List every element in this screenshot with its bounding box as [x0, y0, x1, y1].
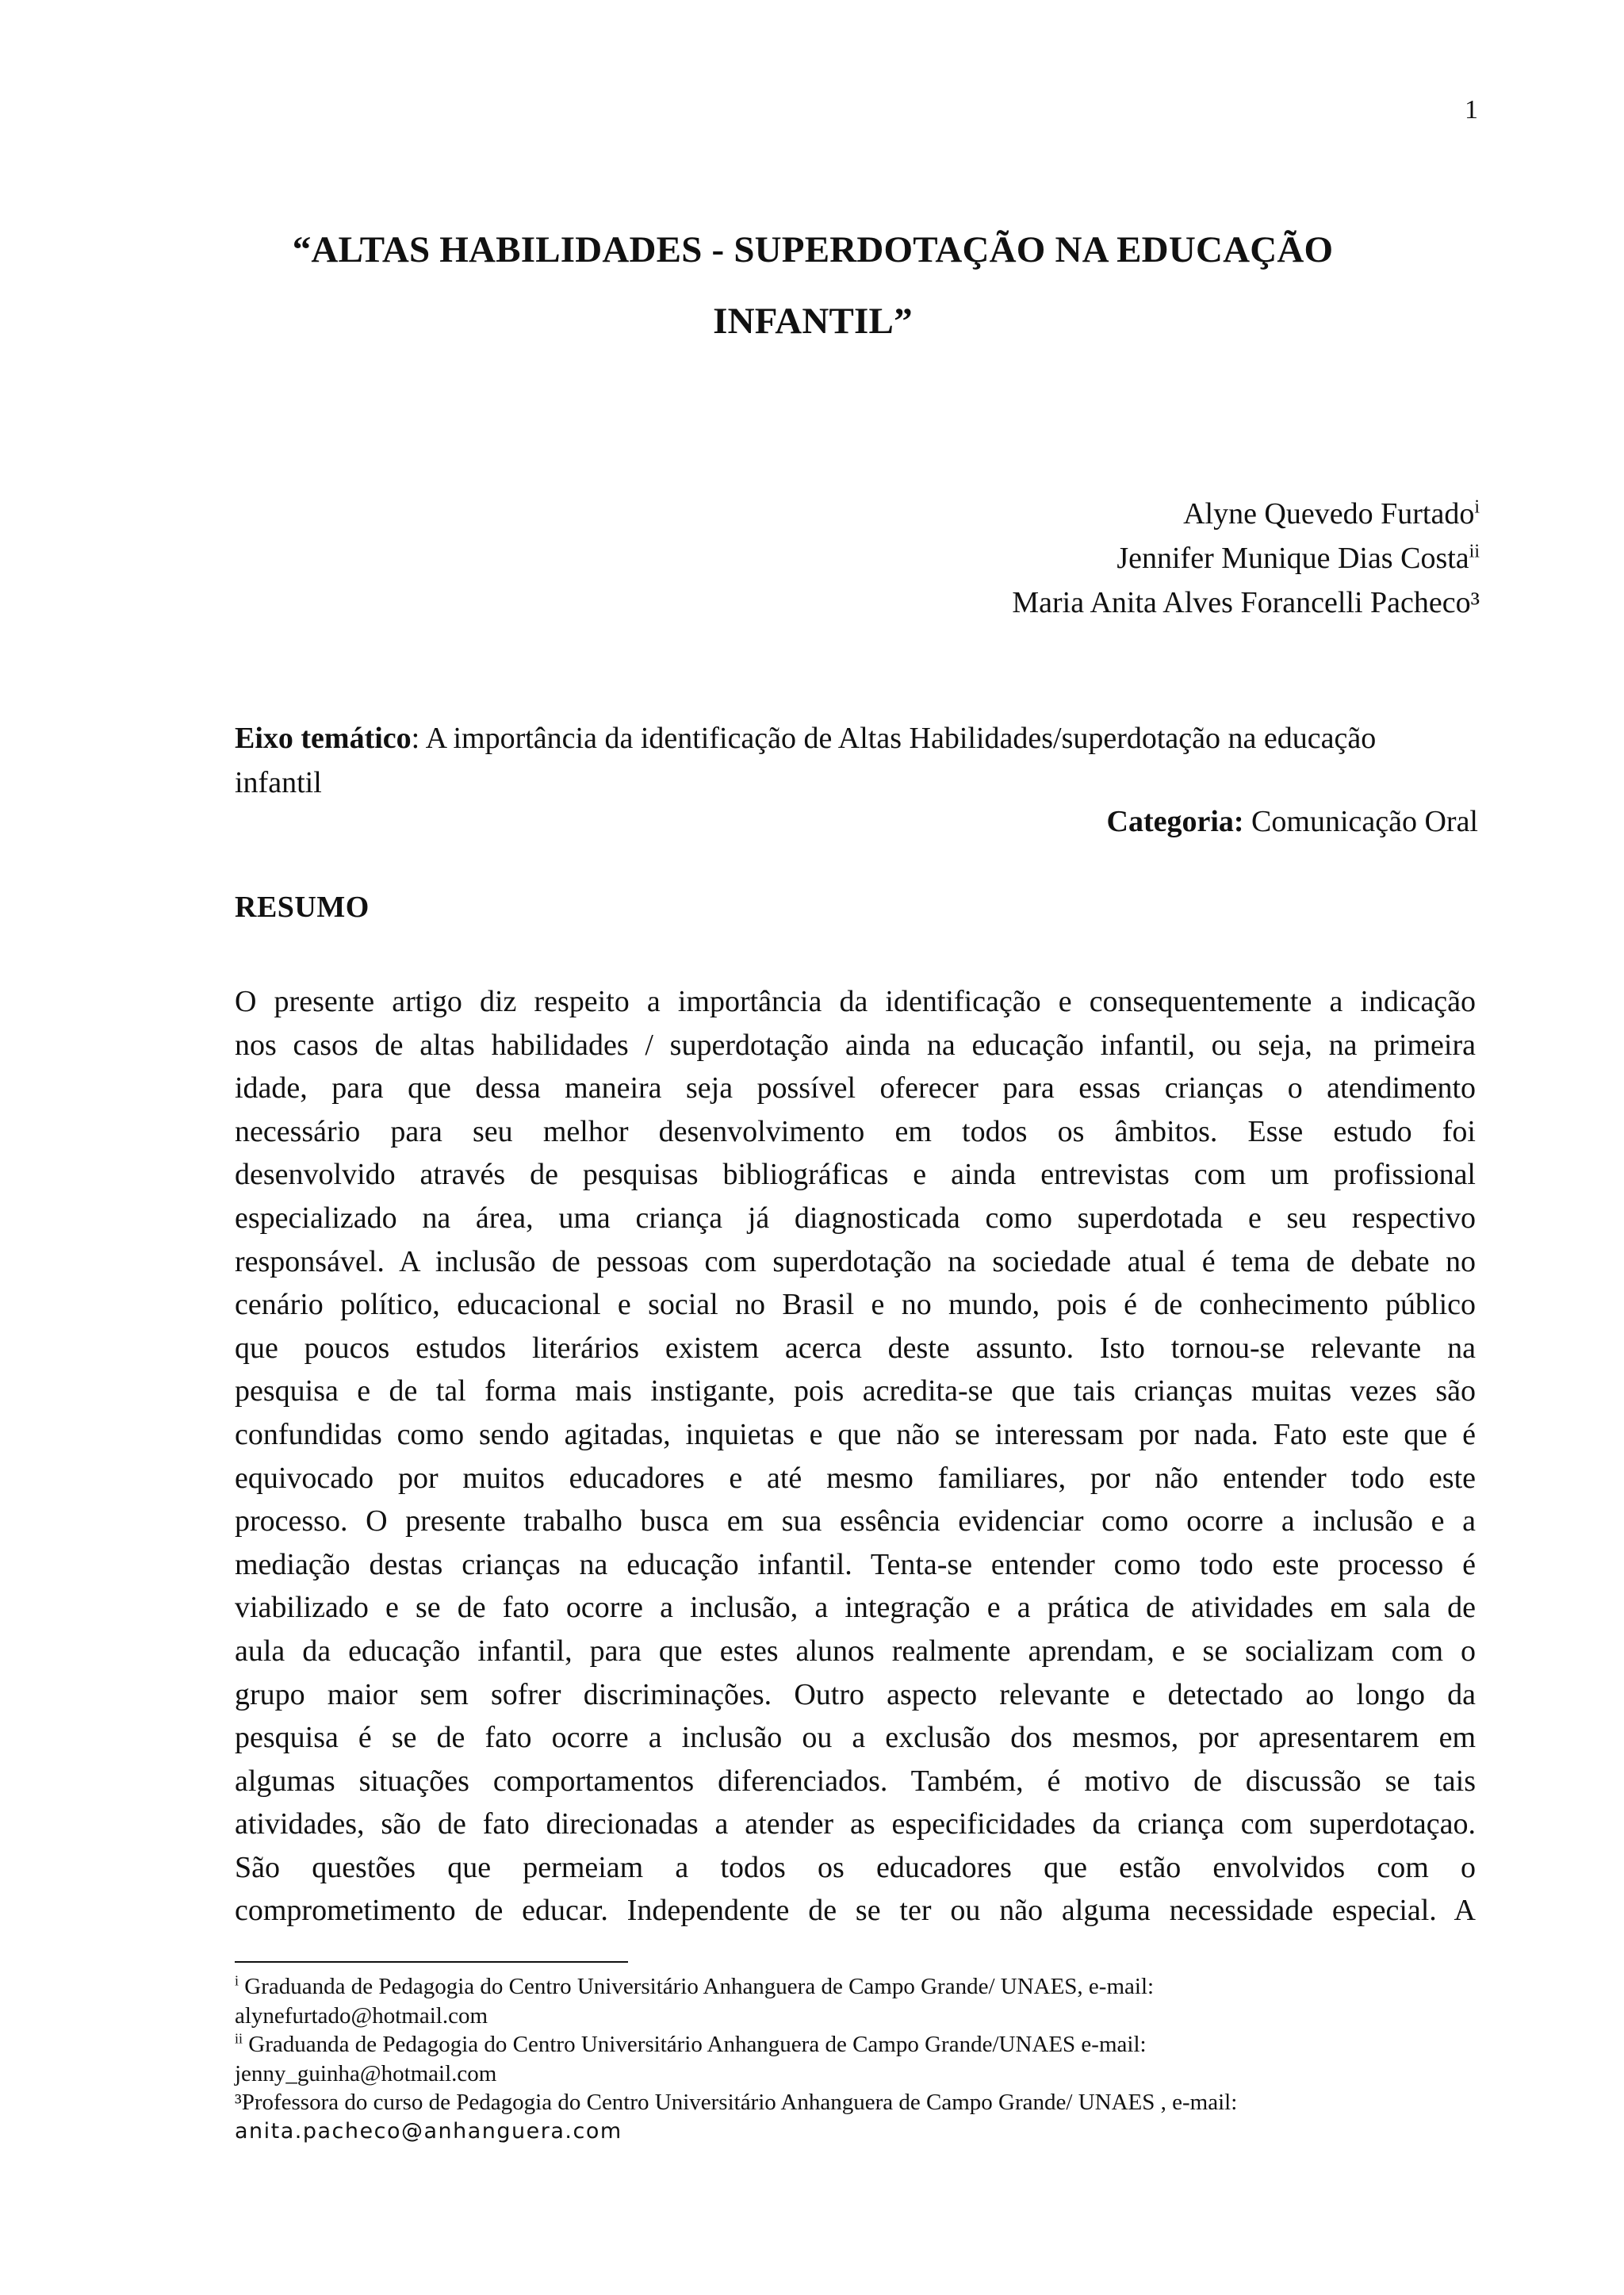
author-name: Maria Anita Alves Forancelli Pacheco³ [1012, 586, 1480, 619]
page-number: 1 [1465, 95, 1478, 125]
abstract-line: algumas situações comportamentos diferenciados. Também, é motivo de discussão se tais [235, 1764, 1476, 1798]
abstract-line: atividades, são de fato direcionadas a atender as especificidades da criança com superdotaçao. [235, 1807, 1476, 1841]
thematic-axis-text: : A importância da identificação de Altas Habilidades/superdotação na educação infantil [235, 722, 1377, 799]
abstract-line: grupo maior sem sofrer discriminações. Outro aspecto relevante e detectado ao longo da [235, 1677, 1476, 1711]
footnote-mark: i [235, 1972, 239, 1989]
author-name: Jennifer Munique Dias Costa [1116, 542, 1469, 575]
footnotes [235, 1972, 1472, 2146]
footnote-text: ³Professora do curso de Pedagogia do Centro Universitário Anhanguera de Campo Grande/ UNAES , e-mail: [235, 2090, 1238, 2115]
footnote-2-email: jenny_guinha@hotmail.com [235, 2060, 497, 2086]
author-name: Alyne Quevedo Furtado [1183, 497, 1475, 531]
abstract-line: comprometimento de educar. Independente de se ter ou não alguma necessidade especial. A [235, 1894, 1476, 1928]
footnote-text: Graduanda de Pedagogia do Centro Universitário Anhanguera de Campo Grande/UNAES e-mail: [243, 2032, 1147, 2057]
abstract-line: responsável. A inclusão de pessoas com superdotação na sociedade atual é tema de debate no [235, 1244, 1476, 1278]
footnote-3 [235, 2088, 1472, 2117]
footnote-1 [235, 1972, 1472, 2002]
category-label: Categoria: [1106, 805, 1244, 838]
author-1 [1012, 492, 1480, 536]
abstract-line: mediação destas crianças na educação infantil. Tenta-se entender como todo este processo é [235, 1547, 1476, 1581]
abstract-line: viabilizado e se de fato ocorre a inclusão, a integração e a prática de atividades em sala de [235, 1591, 1476, 1625]
abstract-line: cenário político, educacional e social no Brasil e no mundo, pois é de conhecimento público [235, 1288, 1476, 1322]
category-value: Comunicação Oral [1251, 805, 1478, 838]
thematic-axis-label: Eixo temático [235, 722, 412, 755]
author-2 [1012, 536, 1480, 580]
category [1107, 804, 1479, 839]
abstract-line: desenvolvido através de pesquisas bibliográficas e ainda entrevistas com um profissional [235, 1158, 1476, 1192]
author-footnote-mark: ii [1469, 541, 1480, 562]
title-line-1: “ALTAS HABILIDADES - SUPERDOTAÇÃO NA EDUCAÇÃO [292, 229, 1334, 270]
abstract-line: necessário para seu melhor desenvolvimento em todos os âmbitos. Esse estudo foi [235, 1114, 1476, 1148]
abstract-line: São questões que permeiam a todos os educadores que estão envolvidos com o [235, 1850, 1476, 1884]
author-list [1012, 492, 1480, 625]
abstract-line: pesquisa é se de fato ocorre a inclusão ou a exclusão dos mesmos, por apresentarem em [235, 1721, 1476, 1755]
abstract-line: equivocado por muitos educadores e até mesmo familiares, por não entender todo este [235, 1461, 1476, 1495]
footnote-text: Graduanda de Pedagogia do Centro Universitário Anhanguera de Campo Grande/ UNAES, e-mail: [239, 1974, 1155, 1999]
abstract-line: nos casos de altas habilidades / superdotação ainda na educação infantil, ou seja, na primeira [235, 1028, 1476, 1062]
abstract-line: O presente artigo diz respeito a importância da identificação e consequentemente a indicação [235, 985, 1476, 1018]
abstract-line: idade, para que dessa maneira seja possível oferecer para essas crianças o atendimento [235, 1071, 1476, 1105]
title-line-2: INFANTIL” [713, 301, 913, 342]
abstract-line: pesquisa e de tal forma mais instigante, pois acredita-se que tais crianças muitas vezes são [235, 1374, 1476, 1408]
abstract-line: processo. O presente trabalho busca em sua essência evidenciar como ocorre a inclusão e a [235, 1504, 1476, 1538]
footnote-2 [235, 2030, 1472, 2059]
abstract-line: especializado na área, uma criança já diagnosticada como superdotada e seu respectivo [235, 1201, 1476, 1235]
abstract-line: confundidas como sendo agitadas, inquietas e que não se interessam por nada. Fato este que é [235, 1417, 1476, 1451]
abstract-line: que poucos estudos literários existem acerca deste assunto. Isto tornou-se relevante na [235, 1331, 1476, 1365]
author-footnote-mark: i [1474, 496, 1480, 518]
abstract-line: aula da educação infantil, para que estes alunos realmente aprendam, e se socializam com o [235, 1634, 1476, 1668]
footnote-mark: ii [235, 2030, 243, 2047]
abstract-body [235, 980, 1476, 1933]
footnote-separator [235, 1961, 628, 1963]
thematic-axis [235, 716, 1408, 805]
abstract-heading: RESUMO [235, 891, 370, 924]
footnote-1-email: alynefurtado@hotmail.com [235, 2002, 488, 2029]
footnote-3-email: anita.pacheco@anhanguera.com [235, 2118, 622, 2144]
author-3 [1012, 580, 1480, 625]
paper-title [234, 214, 1392, 357]
